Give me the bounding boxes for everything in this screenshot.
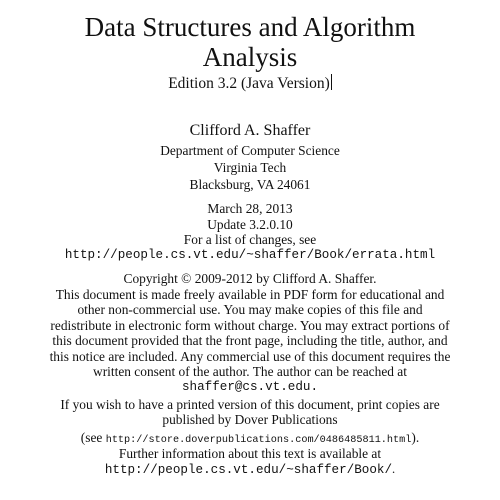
- university: Virginia Tech: [213, 160, 287, 175]
- text-cursor: [331, 74, 332, 90]
- license-line-2: other non-commercial use. You may make copies of this file and: [77, 302, 423, 317]
- title-line-1: Data Structures and Algorithm: [84, 12, 416, 42]
- book-url-suffix: .: [392, 462, 396, 476]
- edition-text: Edition 3.2 (Java Version): [168, 75, 330, 92]
- errata-link[interactable]: http://people.cs.vt.edu/~shaffer/Book/errata.html: [64, 248, 436, 262]
- edition-line: [0, 74, 500, 93]
- license-line-3: redistribute in electronic form without charge. You may extract portions of: [50, 318, 450, 333]
- update-version: Update 3.2.0.10: [207, 217, 293, 232]
- dover-prefix: (see: [80, 430, 106, 445]
- book-link[interactable]: http://people.cs.vt.edu/~shaffer/Book/: [104, 463, 393, 477]
- further-info: Further information about this text is available at: [118, 446, 382, 461]
- copyright-notice: Copyright © 2009-2012 by Clifford A. Shaffer.: [123, 271, 377, 286]
- print-line-1: If you wish to have a printed version of this document, print copies are: [60, 397, 440, 412]
- department: Department of Computer Science: [160, 143, 340, 158]
- license-line-4: this document provided that the front page, including the title, author, and: [52, 333, 448, 348]
- license-line-6: written consent of the author. The author can be reached at: [93, 364, 407, 379]
- dover-line: [0, 430, 500, 446]
- dover-link[interactable]: http://store.doverpublications.com/0486485811.html: [105, 435, 412, 446]
- book-url-line: [0, 462, 500, 477]
- license-line-5: this notice are included. Any commercial use of this document requires the: [49, 349, 451, 364]
- print-line-2: published by Dover Publications: [162, 412, 338, 427]
- dover-suffix: ).: [411, 430, 420, 445]
- license-line-1: This document is made freely available in PDF form for educational and: [55, 287, 445, 302]
- document-date: March 28, 2013: [207, 201, 293, 216]
- author-email-link[interactable]: shaffer@cs.vt.edu.: [181, 380, 319, 394]
- location: Blacksburg, VA 24061: [189, 177, 311, 192]
- author-name: Clifford A. Shaffer: [189, 122, 311, 139]
- title-line-2: Analysis: [202, 42, 298, 72]
- changes-label: For a list of changes, see: [183, 232, 317, 247]
